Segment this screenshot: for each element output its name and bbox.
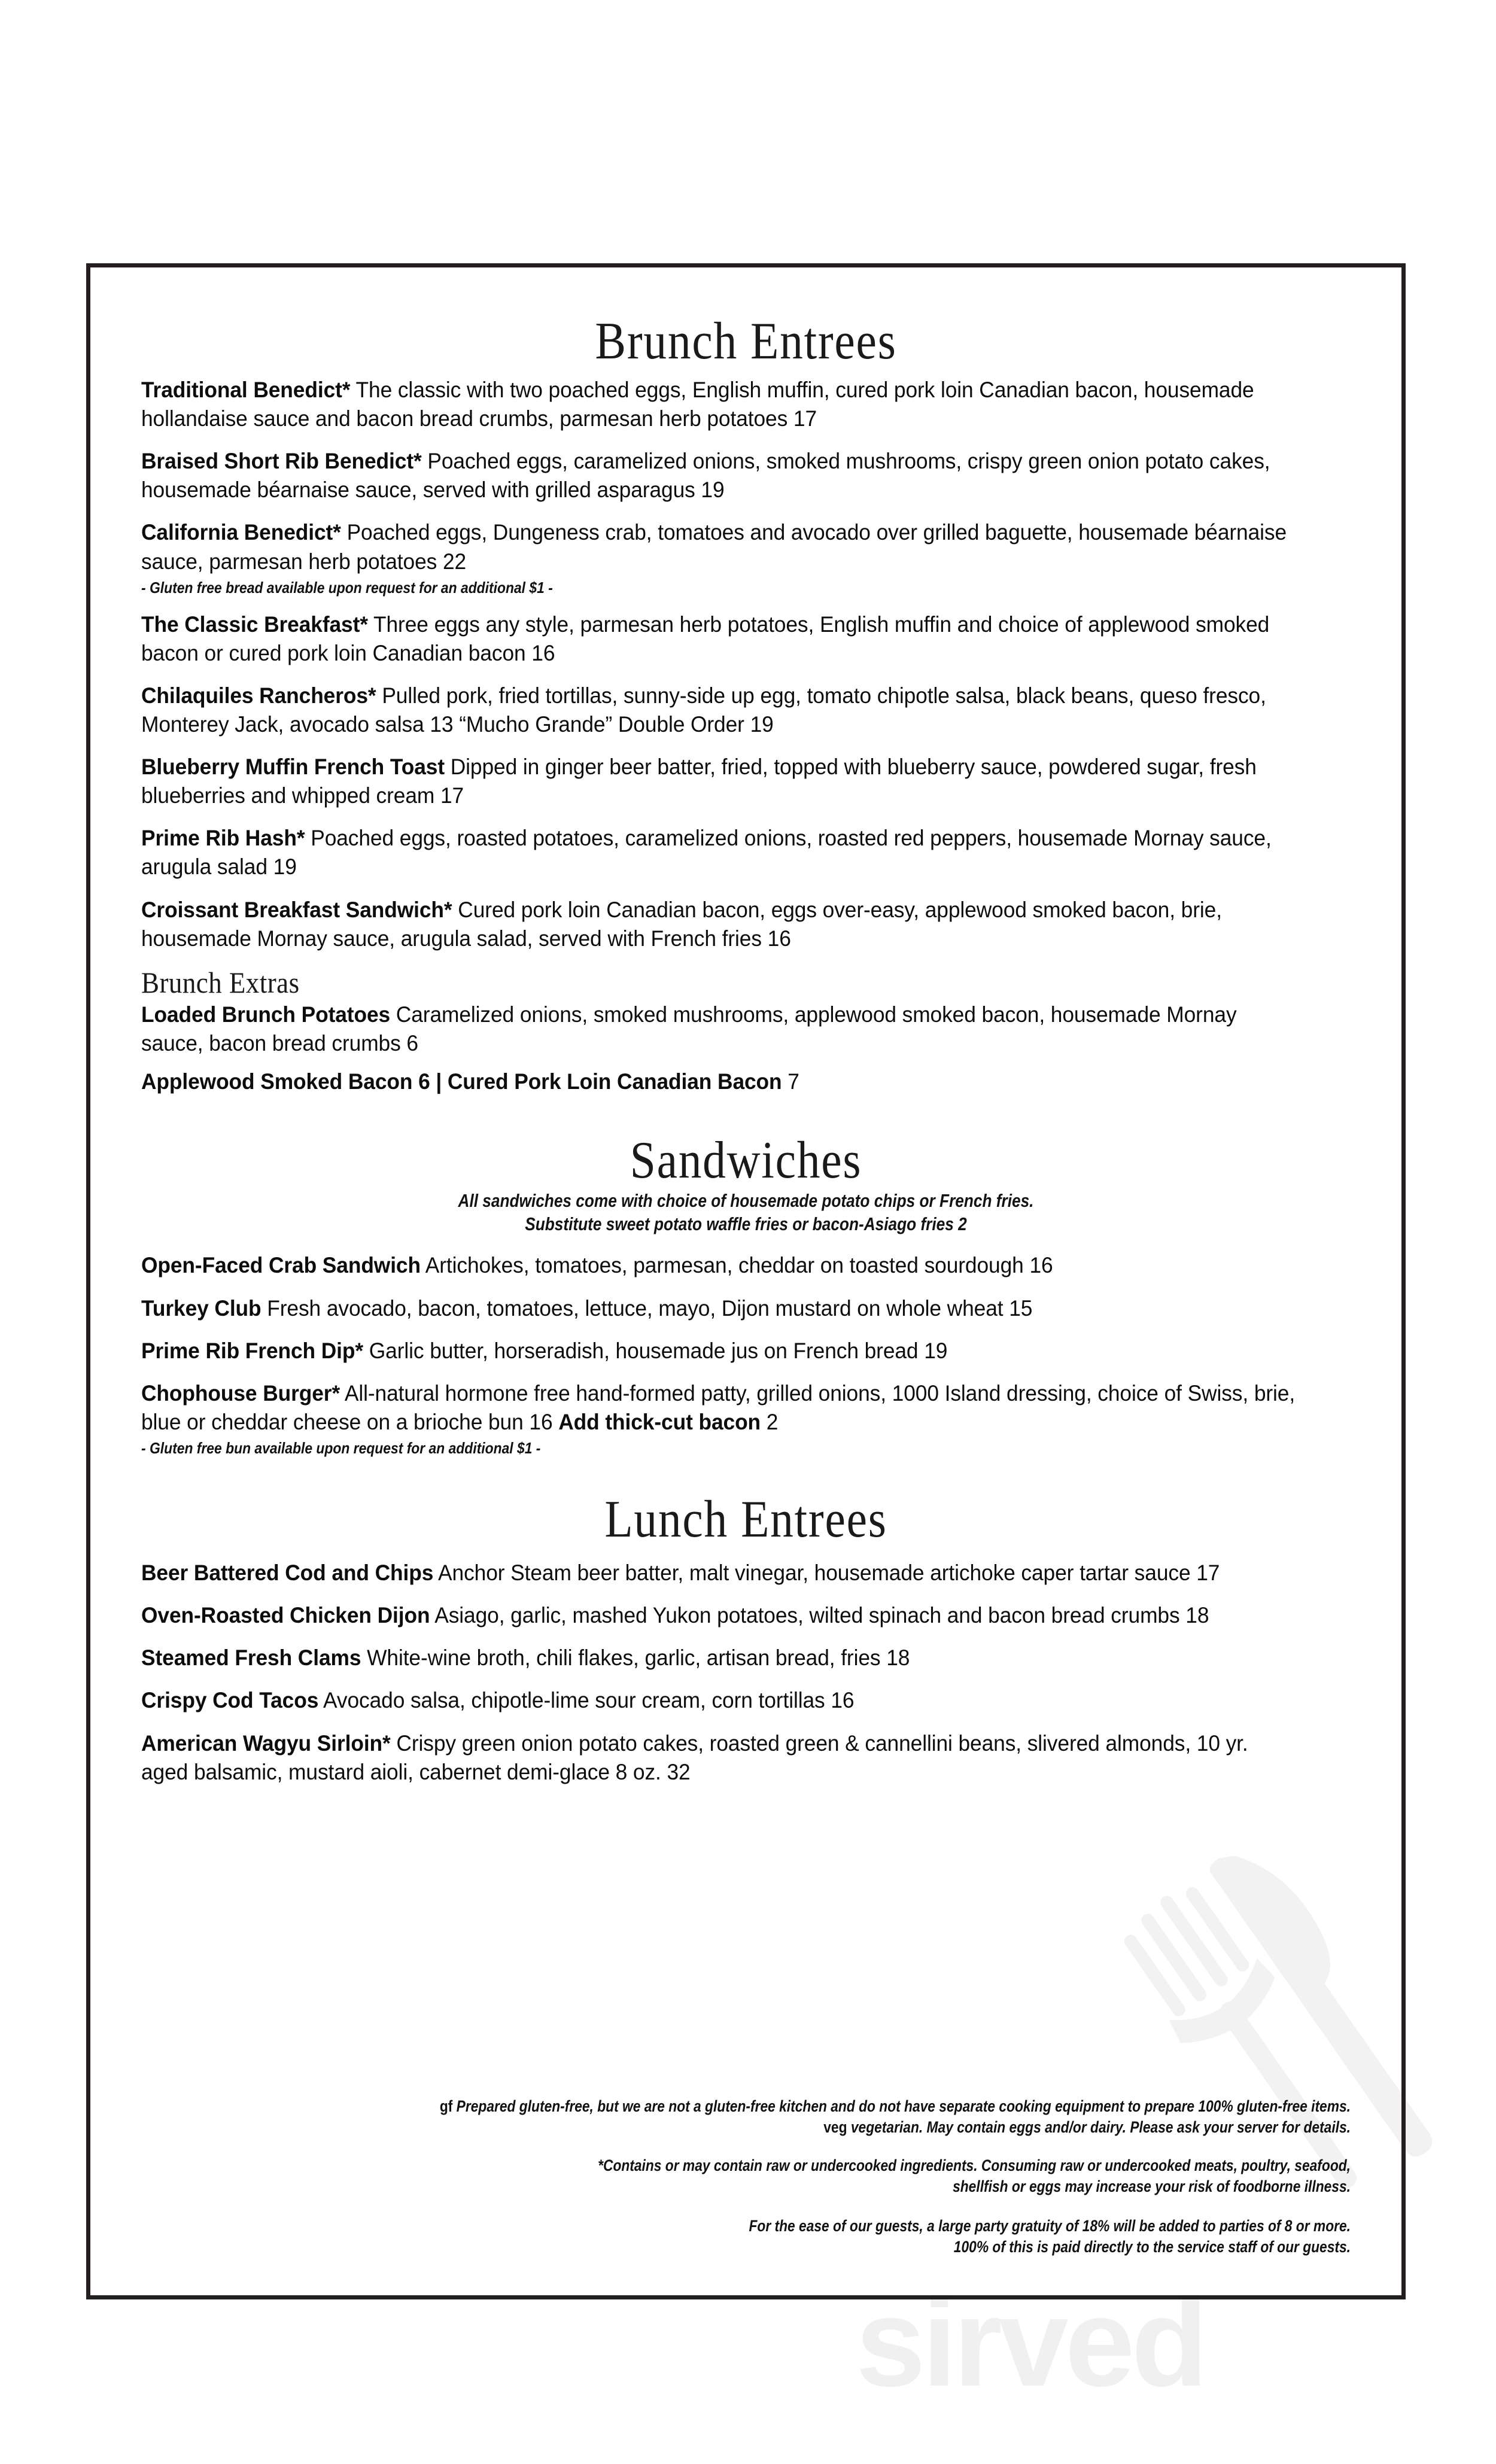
menu-item: [141, 518, 1296, 576]
item-price: 19: [701, 477, 725, 503]
sandwiches-note-line-2: Substitute sweet potato waffle fries or bacon-Asiago fries 2: [525, 1214, 967, 1235]
menu-item: [141, 1337, 1296, 1365]
item-name: Prime Rib Hash*: [141, 826, 305, 851]
item-name: Open-Faced Crab Sandwich: [141, 1253, 421, 1278]
item-name: Loaded Brunch Potatoes: [141, 1002, 391, 1027]
item-description: Caramelized onions, smoked mushrooms, applewood smoked bacon, housemade Mornay sauce, bacon bread crumbs: [141, 1002, 1237, 1055]
item-price: 6: [406, 1030, 418, 1055]
item-description: Asiago, garlic, mashed Yukon potatoes, wilted spinach and bacon bread crumbs: [434, 1603, 1180, 1628]
subsection-title-brunch-extras: Brunch Extras: [141, 965, 300, 999]
item-description: Crispy green onion potato cakes, roasted green & cannellini beans, slivered almonds, 10 yr. aged balsamic, mustard aioli, cabernet demi-glace 8 oz.: [141, 1730, 1248, 1784]
lunch-entrees-list: [141, 1548, 1351, 1787]
item-name: Crispy Cod Tacos: [141, 1688, 319, 1713]
brunch-entrees-list: [141, 370, 1351, 953]
section-title-sandwiches: Sandwiches: [630, 1131, 862, 1190]
section-title-lunch-entrees: Lunch Entrees: [604, 1490, 887, 1549]
item-name: Chophouse Burger*: [141, 1380, 340, 1406]
menu-item: [141, 610, 1296, 668]
item-price: 16: [831, 1688, 855, 1713]
item-price: 32: [667, 1759, 691, 1784]
menu-item: [141, 1379, 1296, 1437]
menu-item: [141, 1729, 1296, 1787]
item-name: Croissant Breakfast Sandwich*: [141, 897, 452, 922]
menu-item: [141, 1251, 1296, 1280]
item-price: 19: [924, 1338, 948, 1363]
footer-spacer: [141, 2137, 1351, 2155]
item-extra-label: “Mucho Grande” Double Order: [459, 712, 744, 737]
item-name: Beer Battered Cod and Chips: [141, 1560, 434, 1586]
item-name: Blueberry Muffin French Toast: [141, 755, 445, 780]
item-description: Poached eggs, caramelized onions, smoked mushrooms, crispy green onion potato cakes, housemade béarnaise sauce, served with grilled asparagus: [141, 449, 1270, 503]
gf-legend-text: Prepared gluten-free, but we are not a gluten-free kitchen and do not have separate cooking equipment to prepare 100% gluten-free items.: [456, 2097, 1351, 2116]
item-extra-price: 19: [750, 712, 774, 737]
footer-spacer: [141, 2197, 1351, 2216]
menu-item: [141, 1067, 1296, 1096]
item-description: White-wine broth, chili flakes, garlic, artisan bread, fries: [367, 1645, 881, 1671]
menu-content: [90, 267, 1401, 2295]
item-price: 22: [442, 549, 467, 574]
veg-legend-text: vegetarian. May contain eggs and/or dairy. Please ask your server for details.: [850, 2118, 1351, 2136]
menu-item: [141, 376, 1296, 433]
menu-item: [141, 1601, 1296, 1630]
raw-warning-line-2: shellfish or eggs may increase your risk of foodborne illness.: [953, 2177, 1351, 2195]
sandwiches-note-line-1: All sandwiches come with choice of housemade potato chips or French fries.: [458, 1191, 1034, 1212]
item-description: Cured pork loin Canadian bacon, eggs over-easy, applewood smoked bacon, brie, housemade Mornay sauce, arugula salad, served with French fries: [141, 897, 1222, 951]
gluten-free-note: - Gluten free bun available upon request for an additional $1 -: [141, 1438, 541, 1457]
item-description: Pulled pork, fried tortillas, sunny-side up egg, tomato chipotle salsa, black beans, queso fresco, Monterey Jack, avocado salsa: [141, 683, 1266, 737]
item-description: All-natural hormone free hand-formed patty, grilled onions, 1000 Island dressing, choice of Swiss, brie, blue or cheddar cheese on a brioche bun: [141, 1380, 1296, 1434]
item-description: Garlic butter, horseradish, housemade jus on French bread: [369, 1338, 919, 1363]
vegetarian-legend: [311, 2117, 1351, 2137]
page-title: Brunch Entrees: [595, 312, 897, 370]
item-description: Poached eggs, roasted potatoes, caramelized onions, roasted red peppers, housemade Mornay sauce, arugula salad: [141, 826, 1272, 880]
menu-item: [141, 824, 1296, 881]
item-name: Steamed Fresh Clams: [141, 1645, 361, 1671]
item-addon-price: 2: [766, 1409, 779, 1434]
menu-item: [141, 896, 1296, 953]
menu-item: [141, 1644, 1296, 1672]
item-price: 17: [793, 406, 817, 431]
item-price: 16: [531, 640, 555, 665]
menu-item: [141, 1559, 1296, 1587]
item-description: Poached eggs, Dungeness crab, tomatoes and avocado over grilled baguette, housemade béarnaise sauce, parmesan herb potatoes: [141, 520, 1287, 574]
item-name: California Benedict*: [141, 520, 341, 545]
item-price: 15: [1009, 1295, 1033, 1321]
menu-item: [141, 1686, 1296, 1715]
gratuity-line-2: 100% of this is paid directly to the service staff of our guests.: [953, 2237, 1351, 2256]
item-description: Anchor Steam beer batter, malt vinegar, housemade artichoke caper tartar sauce: [438, 1560, 1191, 1586]
item-name: Prime Rib French Dip*: [141, 1338, 364, 1363]
item-addon-label: Add thick-cut bacon: [558, 1409, 761, 1434]
item-name: Turkey Club: [141, 1295, 262, 1321]
gluten-free-legend: [311, 2096, 1351, 2116]
item-name: Chilaquiles Rancheros*: [141, 683, 376, 708]
item-price: 19: [273, 854, 297, 880]
menu-item: [141, 682, 1296, 739]
item-price: 16: [1029, 1253, 1053, 1278]
item-price: 16: [767, 926, 791, 951]
gluten-free-note: - Gluten free bread available upon request for an additional $1 -: [141, 578, 553, 597]
gf-marker: gf: [439, 2097, 453, 2116]
menu-item: [141, 1000, 1296, 1058]
menu-item: [141, 1294, 1296, 1323]
item-name: Traditional Benedict*: [141, 378, 351, 403]
item-name: The Classic Breakfast*: [141, 612, 368, 637]
sirved-watermark: sirved: [856, 2272, 1205, 2413]
menu-frame: [86, 263, 1406, 2299]
item-price: 16: [529, 1409, 553, 1434]
item-description: The classic with two poached eggs, English muffin, cured pork loin Canadian bacon, housemade hollandaise sauce and bacon bread crumbs, parmesan herb potatoes: [141, 378, 1254, 431]
item-name: American Wagyu Sirloin*: [141, 1730, 391, 1756]
brunch-extras-list: [141, 999, 1351, 1096]
item-description: Fresh avocado, bacon, tomatoes, lettuce, mayo, Dijon mustard on whole wheat: [267, 1295, 1004, 1321]
item-name: Braised Short Rib Benedict*: [141, 449, 422, 474]
gratuity-line-1: For the ease of our guests, a large party gratuity of 18% will be added to parties of 8 or more.: [749, 2217, 1351, 2235]
menu-item: [141, 753, 1296, 810]
item-price: 7: [787, 1069, 799, 1094]
footer-notes: [141, 2096, 1351, 2257]
menu-item: [141, 447, 1296, 504]
veg-marker: veg: [823, 2118, 847, 2136]
item-name: Oven-Roasted Chicken Dijon: [141, 1603, 430, 1628]
item-price: 18: [1185, 1603, 1209, 1628]
item-description: Avocado salsa, chipotle-lime sour cream, corn tortillas: [323, 1688, 825, 1713]
item-price: 17: [1196, 1560, 1220, 1586]
item-name: Applewood Smoked Bacon 6 | Cured Pork Loin Canadian Bacon: [141, 1069, 782, 1094]
raw-warning-line-1: *Contains or may contain raw or undercooked ingredients. Consuming raw or undercooked meats, poultry, seafood,: [598, 2156, 1351, 2175]
item-price: 18: [886, 1645, 910, 1671]
item-price: 17: [440, 783, 464, 808]
item-description: Dipped in ginger beer batter, fried, topped with blueberry sauce, powdered sugar, fresh blueberries and whipped cream: [141, 755, 1257, 808]
item-price: 13: [430, 712, 454, 737]
sandwiches-list: [141, 1236, 1351, 1458]
item-description: Artichokes, tomatoes, parmesan, cheddar on toasted sourdough: [425, 1253, 1024, 1278]
item-description: Three eggs any style, parmesan herb potatoes, English muffin and choice of applewood smoked bacon or cured pork loin Canadian bacon: [141, 612, 1270, 665]
